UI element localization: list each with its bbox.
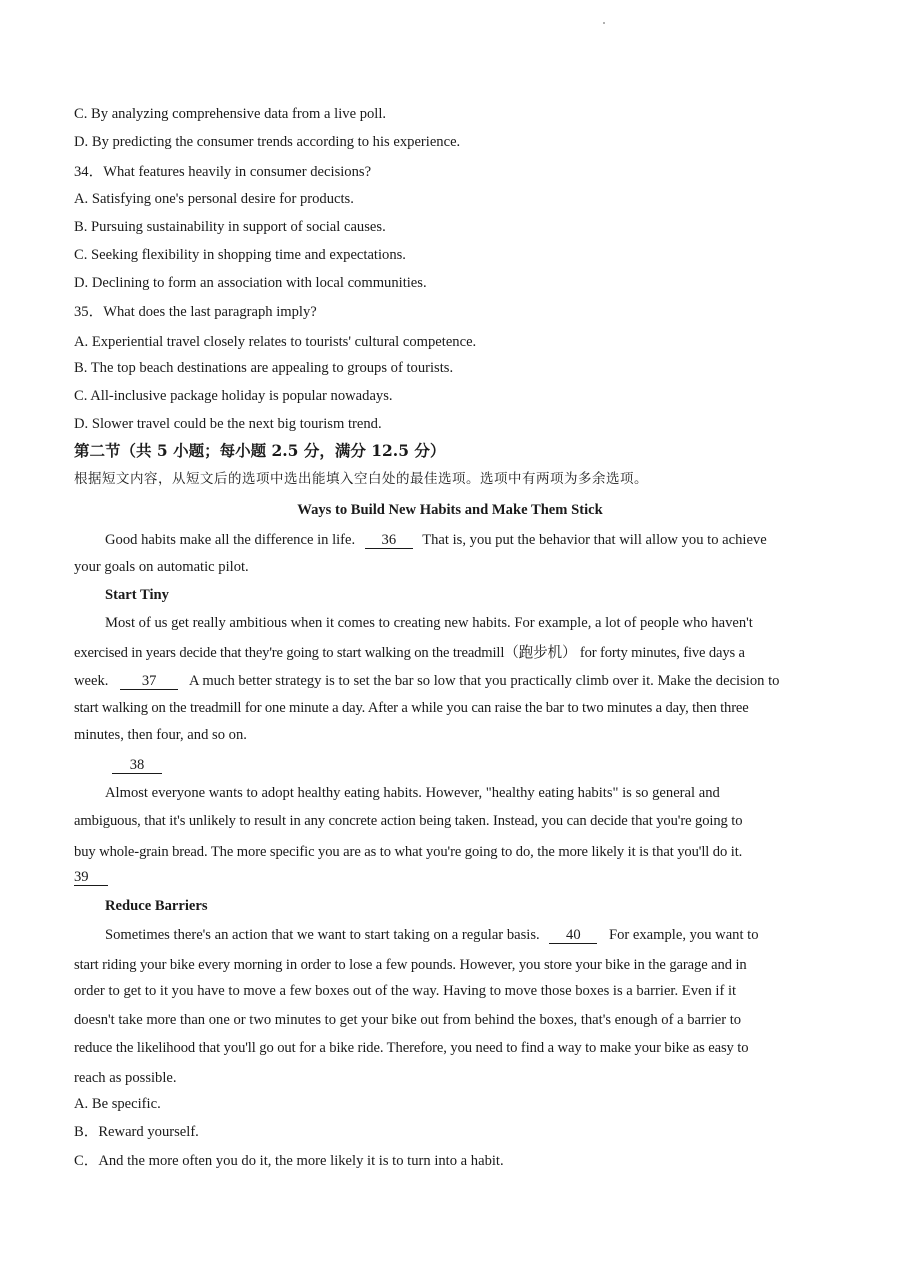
blank-38-line (112, 756, 162, 774)
passage-title: Ways to Build New Habits and Make Them Stick (297, 502, 603, 518)
option-a: A. Be specific. (74, 1096, 161, 1112)
paragraph-4-line-5: reduce the likelihood that you'll go out for a bike ride. Therefore, you need to find a way to make your bike as easy to (74, 1040, 749, 1056)
paragraph-text: Good habits make all the difference in life. (105, 532, 356, 548)
blank-40: 40 (549, 928, 597, 944)
page-mark (603, 22, 605, 24)
subheading-start-tiny: Start Tiny (105, 587, 169, 603)
blank-38: 38 (112, 758, 162, 774)
q34-option-a: A. Satisfying one's personal desire for products. (74, 191, 354, 207)
option-c: C．And the more often you do it, the more likely it is to turn into a habit. (74, 1153, 504, 1169)
paragraph-text: A much better strategy is to set the bar so low that you practically climb over it. Make the decision to (188, 673, 780, 689)
paragraph-4-line-3: order to get to it you have to move a few boxes out of the way. Having to move those boxes is a barrier. Even if it (74, 983, 737, 999)
q34-option-c: C. Seeking flexibility in shopping time and expectations. (74, 247, 406, 263)
q35-option-c: C. All-inclusive package holiday is popular nowadays. (74, 388, 393, 404)
q33-option-d: D. By predicting the consumer trends according to his experience. (74, 134, 461, 150)
paragraph-3-line-1: Almost everyone wants to adopt healthy eating habits. However, "healthy eating habits" is so general and (105, 785, 720, 801)
paragraph-text: For example, you want to (608, 927, 759, 943)
q35-question: 35．What does the last paragraph imply? (74, 304, 317, 320)
paragraph-text: Sometimes there's an action that we want to start taking on a regular basis. (105, 927, 540, 943)
paragraph-1-line-1 (105, 531, 767, 549)
subheading-reduce-barriers: Reduce Barriers (105, 898, 208, 914)
paragraph-1-line-2: your goals on automatic pilot. (74, 559, 249, 575)
blank-39-line (74, 868, 108, 886)
paragraph-3-line-2: ambiguous, that it's unlikely to result in any concrete action being taken. Instead, you can decide that you're going to (74, 813, 743, 829)
paragraph-2-line-5: minutes, then four, and so on. (74, 727, 247, 743)
blank-39: 39 (74, 870, 108, 886)
q33-option-c: C. By analyzing comprehensive data from a live poll. (74, 106, 387, 122)
q34-option-d: D. Declining to form an association with local communities. (74, 275, 427, 291)
paragraph-2-line-1: Most of us get really ambitious when it comes to creating new habits. For example, a lot of people who haven't (105, 615, 753, 631)
q35-option-a: A. Experiential travel closely relates to tourists' cultural competence. (74, 334, 477, 350)
blank-36: 36 (365, 533, 413, 549)
paragraph-2-line-2: exercised in years decide that they're going to start walking on the treadmill（跑步机） for forty minutes, five days a (74, 645, 745, 661)
paragraph-text: week. (74, 673, 109, 689)
section-heading: 第二节（共 5 小题；每小题 2.5 分，满分 12.5 分） (74, 441, 446, 460)
paragraph-4-line-4: doesn't take more than one or two minutes to get your bike out from behind the boxes, that's enough of a barrier to (74, 1012, 742, 1028)
paragraph-text: That is, you put the behavior that will allow you to achieve (422, 532, 767, 548)
section-instruction: 根据短文内容，从短文后的选项中选出能填入空白处的最佳选项。选项中有两项为多余选项。 (74, 471, 648, 487)
paragraph-2-line-4: start walking on the treadmill for one minute a day. After a while you can raise the bar to two minutes a day, then three (74, 700, 749, 716)
option-b: B．Reward yourself. (74, 1124, 199, 1140)
q34-option-b: B. Pursuing sustainability in support of social causes. (74, 219, 386, 235)
paragraph-4-line-2: start riding your bike every morning in order to lose a few pounds. However, you store your bike in the garage and in (74, 957, 747, 973)
q35-option-d: D. Slower travel could be the next big tourism trend. (74, 416, 382, 432)
paragraph-4-line-6: reach as possible. (74, 1070, 177, 1086)
paragraph-2-line-3 (74, 672, 779, 690)
paragraph-4-line-1 (105, 926, 759, 944)
q35-option-b: B. The top beach destinations are appealing to groups of tourists. (74, 360, 454, 376)
blank-37: 37 (120, 674, 178, 690)
q34-question: 34．What features heavily in consumer decisions? (74, 164, 372, 180)
paragraph-3-line-3: buy whole-grain bread. The more specific you are as to what you're going to do, the more likely it is that you'll do it. (74, 844, 743, 860)
